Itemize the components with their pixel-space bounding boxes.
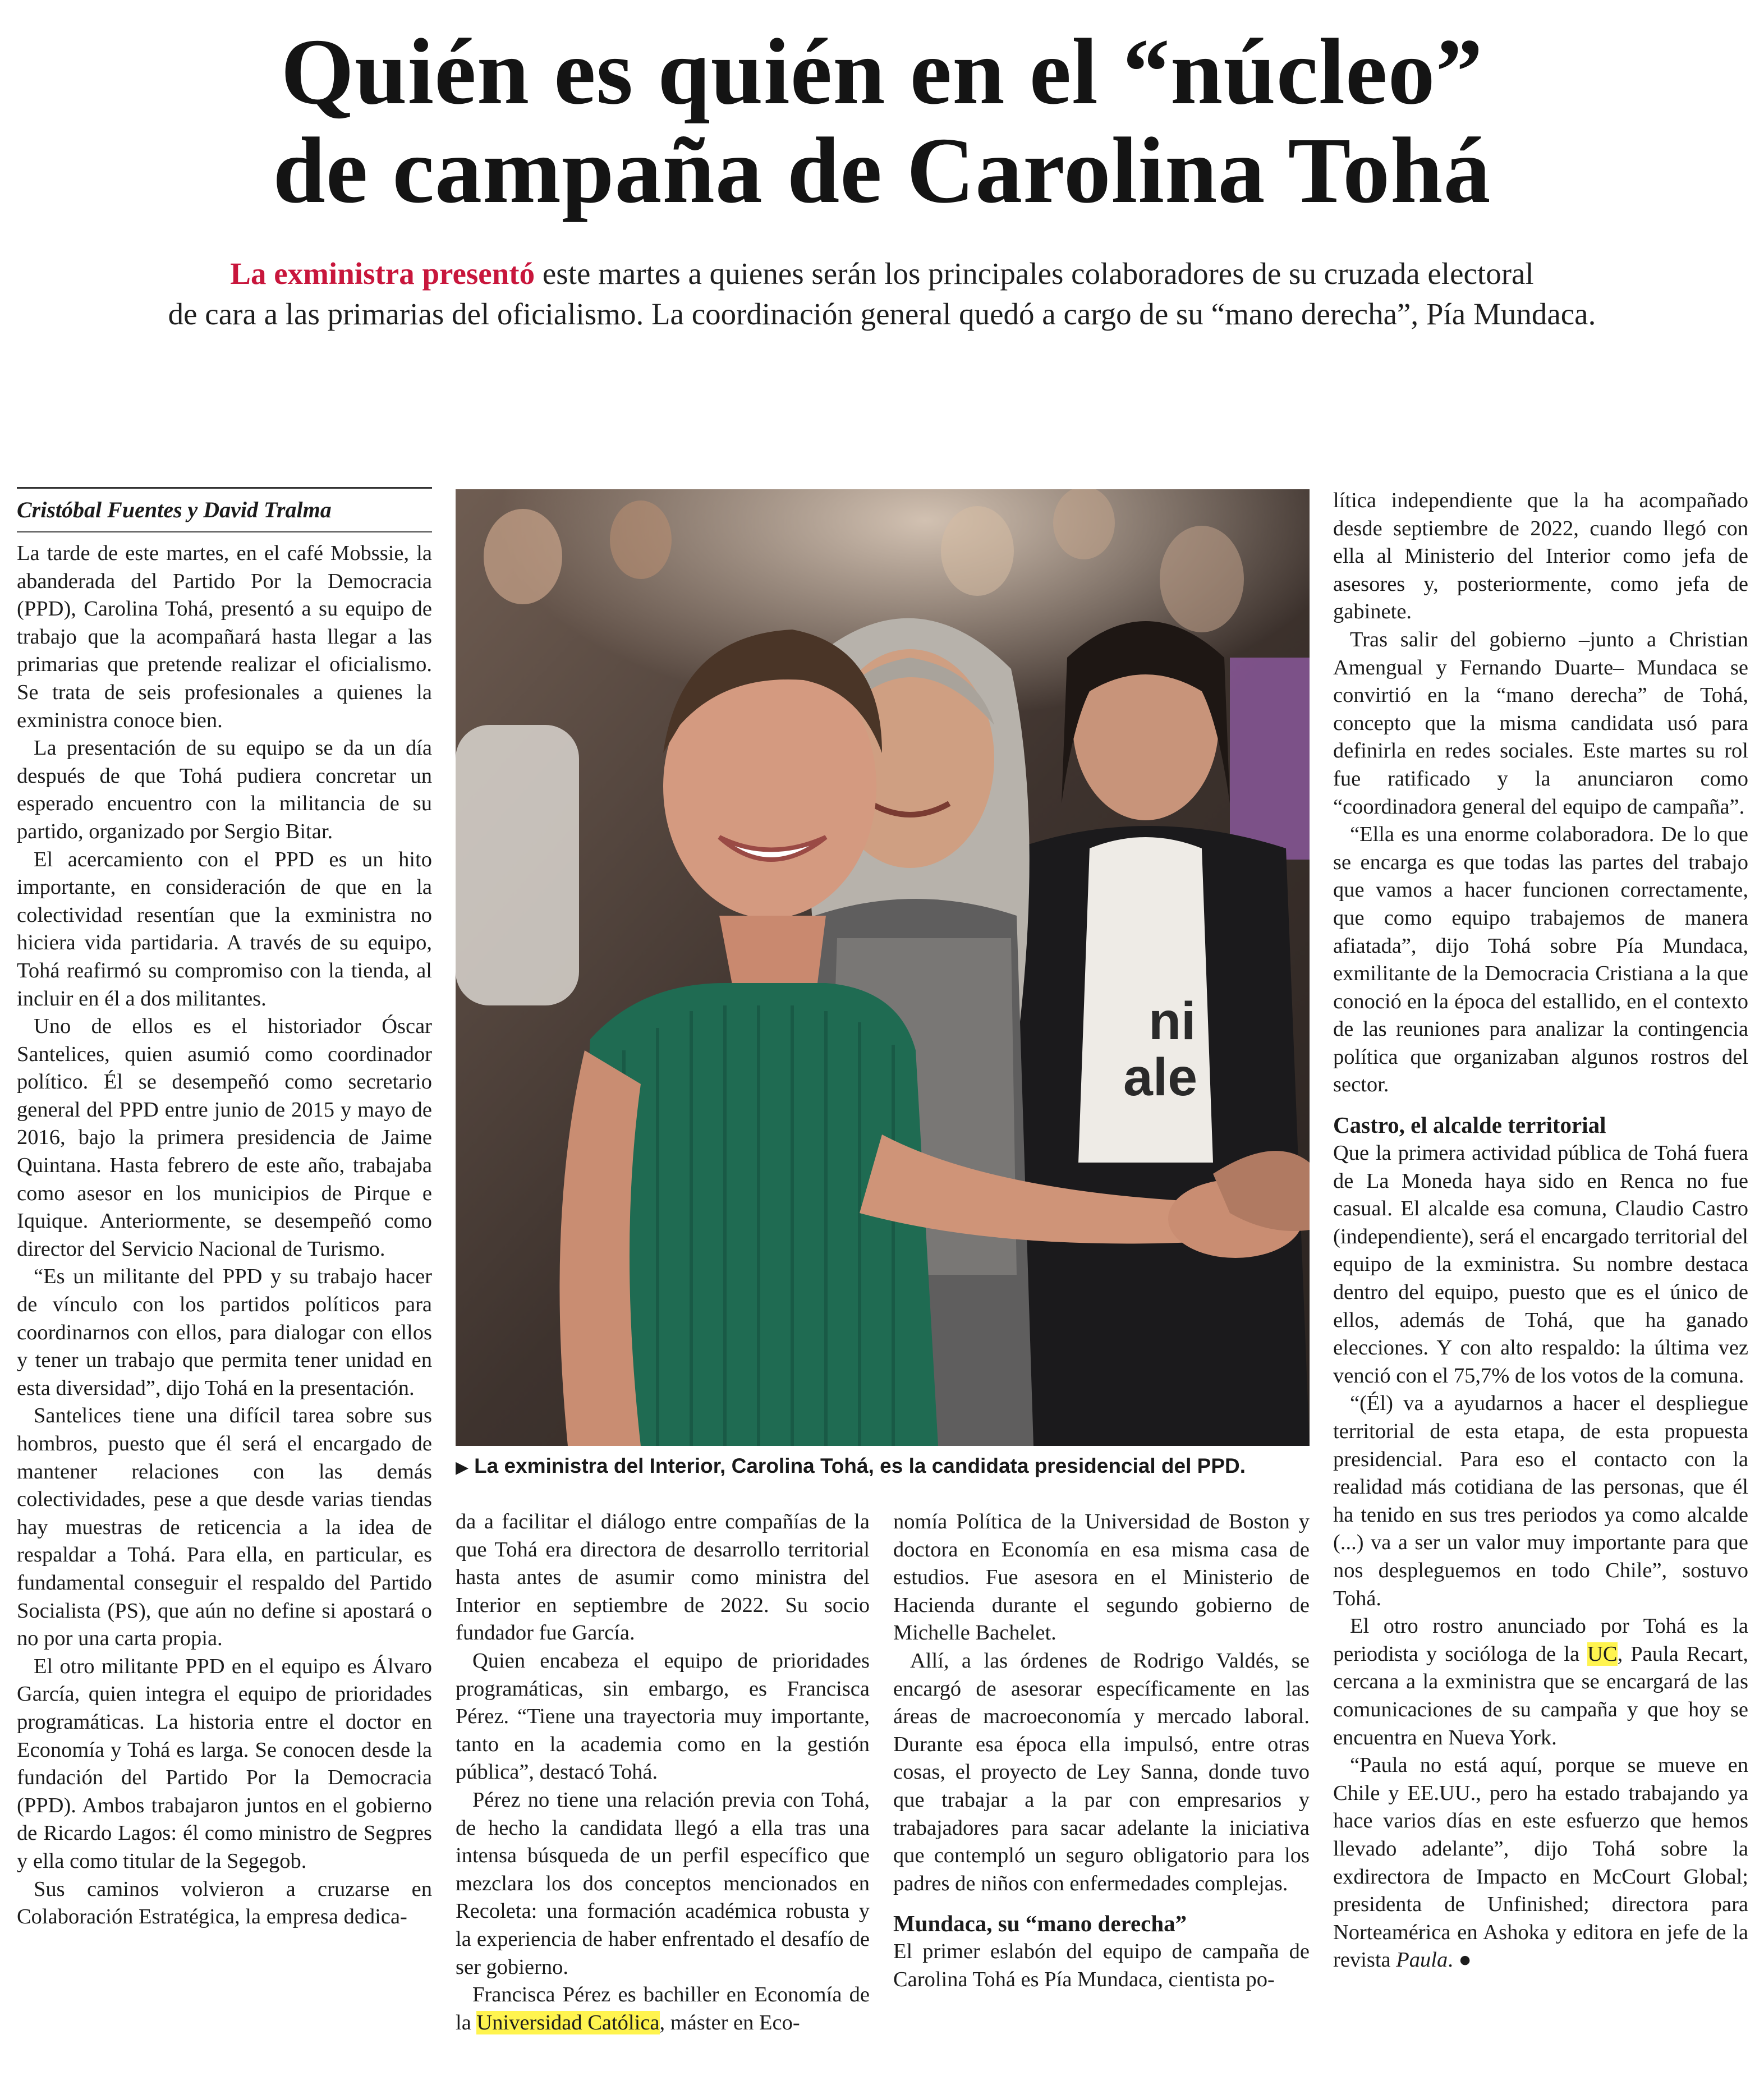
paragraph-text: , Paula Recart, cercana a la exministra que se encargará de las comunicaciones de su campaña y que hoy se encuentra en Nueva York. xyxy=(1333,1642,1749,1749)
paragraph-text: . xyxy=(1448,1948,1459,1972)
paragraph: “Es un militante del PPD y su trabajo hacer de vínculo con los partidos políticos para coordinarnos con ellos, para dialogar con ellos y tener un trabajo que permita tener unidad en esta diversidad”, dijo Tohá en la presentación. xyxy=(17,1265,432,1400)
lede-kicker: La exministra presentó xyxy=(230,256,535,291)
magazine-name: Paula xyxy=(1396,1948,1448,1972)
article-column-3 xyxy=(893,1508,1310,2069)
lede-line-2: de cara a las primarias del oficialismo. La coordinación general quedó a cargo de su “mano derecha”, Pía Mundaca. xyxy=(168,297,1596,331)
article-column-2 xyxy=(456,1508,870,2069)
subheading-mundaca: Mundaca, su “mano derecha” xyxy=(893,1910,1187,1937)
subheading-castro: Castro, el alcalde territorial xyxy=(1333,1112,1606,1138)
caption-text: La exministra del Interior, Carolina Tohá, es la candidata presidencial del PPD. xyxy=(474,1454,1246,1477)
paragraph-text: , máster en Eco- xyxy=(659,2010,800,2034)
photo-caption xyxy=(456,1453,1310,1481)
paragraph: La tarde de este martes, en el café Mobssie, la abanderada del Partido Por la Democracia (PPD), Carolina Tohá, presentó a su equipo de trabajo que la acompañará hasta llegar a las primarias que pretende realizar el oficialismo. Se trata de seis profesionales a quienes la exministra conoce bien. xyxy=(17,541,432,732)
paragraph: “(Él) va a ayudarnos a hacer el despliegue territorial de esta etapa, de esta propuesta presidencial. Para eso el contacto con la realidad más cotidiana de las personas, que él ha tenido en sus tres periodos ya como alcalde (...) va a ser un valor muy importante para que nos despleguemos en todo Chile”, sostuvo Tohá. xyxy=(1333,1391,1748,1610)
shirt-text-2: ale xyxy=(1123,1048,1198,1107)
paragraph: Quien encabeza el equipo de prioridades programáticas, sin embargo, es Francisca Pérez. “Tiene una trayectoria muy importante, tanto en la academia como en la gestión pública”, destacó Tohá. xyxy=(456,1648,870,1784)
paragraph xyxy=(1333,1613,1748,1752)
paragraph: “Ella es una enorme colaboradora. De lo que se encarga es que todas las partes del trabajo que vamos a hacer funcionen correctamente, que como equipo trabajemos de manera afiatada”, dijo Tohá sobre Pía Mundaca, exmilitante de la Democracia Cristiana a la que conoció en la época del estallido, en el contexto de las reuniones para analizar la contingencia política que organizaban algunos rostros del sector. xyxy=(1333,823,1748,1097)
paragraph xyxy=(1333,1752,1748,1974)
shirt-text-1: ni xyxy=(1149,991,1196,1051)
lede-line-1 xyxy=(90,254,1674,294)
photo-illustration xyxy=(456,489,1310,1446)
paragraph-text: Francisca Pérez es bachiller en Economía de la xyxy=(456,1983,870,2034)
paragraph xyxy=(456,1981,870,2037)
paragraph: lítica independiente que la ha acompañado desde septiembre de 2022, cuando llegó con ella al Ministerio del Interior como jefa de asesores y, posteriormente, como jefa de gabinete. xyxy=(1333,489,1748,624)
highlighted-text: UC xyxy=(1587,1642,1618,1666)
paragraph: El acercamiento con el PPD es un hito importante, en consideración de que en la colectividad resentían que la exministra no hiciera vida partidaria. A través de su equipo, Tohá reafirmó su compromiso con la tienda, al incluir en él a dos militantes. xyxy=(17,847,432,1011)
lead-photo xyxy=(456,489,1310,1446)
paragraph: Allí, a las órdenes de Rodrigo Valdés, se encargó de asesorar específicamente en las áreas de macroeconomía y mercado laboral. Durante esa época ella impulsó, entre otras cosas, el proyecto de Ley Sanna, donde tuvo que trabajar a la par con empresarios y trabajadores para sacar adelante la iniciativa que contempló un seguro obligatorio para los padres de niños con enfermedades complejas. xyxy=(893,1648,1310,1895)
lede-line-1-text: este martes a quienes serán los principales colaboradores de su cruzada electoral xyxy=(535,256,1534,291)
article-column-4 xyxy=(1333,487,1748,2064)
paragraph: Santelices tiene una difícil tarea sobre sus hombros, puesto que él será el encargado de mantener relaciones con las demás colectividades, pese a que desde varias tiendas hay muestras de reticencia a la idea de respaldar a Tohá. Para ella, en particular, es fundamental conseguir el respaldo del Partido Socialista (PS), que aún no define si apostará o no por una carta propia. xyxy=(17,1404,432,1651)
caption-triangle-icon: ▶ xyxy=(456,1458,469,1477)
paragraph: da a facilitar el diálogo entre compañías de la que Tohá era directora de desarrollo territorial hasta antes de asumir como ministra del Interior en septiembre de 2022. Su socio fundador fue García. xyxy=(456,1510,870,1645)
headline xyxy=(84,20,1680,223)
paragraph: Pérez no tiene una relación previa con Tohá, de hecho la candidata llegó a ella tras una intensa búsqueda de un perfil específico que mezclara los dos conceptos mencionados en Recoleta: una formación académica robusta y la experiencia de haber enfrentado el desafío de ser gobierno. xyxy=(456,1788,870,1979)
highlighted-text: Universidad Católica xyxy=(476,2010,660,2034)
paragraph: La presentación de su equipo se da un día después de que Tohá pudiera concretar un esperado encuentro con la militancia de su partido, organizado por Sergio Bitar. xyxy=(17,736,432,843)
end-mark-icon: ● xyxy=(1458,1948,1472,1972)
byline: Cristóbal Fuentes y David Tralma xyxy=(17,487,432,532)
article-column-1 xyxy=(17,540,432,2066)
paragraph: Tras salir del gobierno –junto a Christian Amengual y Fernando Duarte– Mundaca se convirtió en la “mano derecha” de Tohá, concepto que la misma candidata usó para definirla en redes sociales. Este martes su rol fue ratificado y la anunciaron como “coordinadora general del equipo de campaña”. xyxy=(1333,627,1748,819)
paragraph-text: El otro rostro anunciado por Tohá es la periodista y socióloga de la xyxy=(1333,1614,1748,1666)
paragraph: El primer eslabón del equipo de campaña de Carolina Tohá es Pía Mundaca, cientista po- xyxy=(893,1940,1310,1991)
headline-line-1: Quién es quién en el “núcleo” xyxy=(281,20,1483,124)
paragraph: Uno de ellos es el historiador Óscar Santelices, quien asumió como coordinador político. Él se desempeñó como secretario general del PPD entre junio de 2015 y mayo de 2016, bajo la primera presidencia de Jaime Quintana. Hasta febrero de este año, trabajaba como asesor en los municipios de Pirque e Iquique. Anteriormente, se desempeñó como director del Servicio Nacional de Turismo. xyxy=(17,1014,432,1261)
headline-line-2: de campaña de Carolina Tohá xyxy=(273,118,1491,223)
paragraph: Que la primera actividad pública de Tohá fuera de La Moneda haya sido en Renca no fue casual. El alcalde esa comuna, Claudio Castro (independiente), será el encargado territorial del equipo de la exministra. Su nombre destaca dentro del equipo, puesto que es el único de ellos, además de Tohá, que ha ganado elecciones. Y con alto respaldo: la última vez venció con el 75,7% de los votos de la comuna. xyxy=(1333,1141,1748,1388)
paragraph: Sus caminos volvieron a cruzarse en Colaboración Estratégica, la empresa dedica- xyxy=(17,1877,432,1929)
lede xyxy=(90,254,1674,334)
paragraph: El otro militante PPD en el equipo es Álvaro García, quien integra el equipo de prioridades programáticas. La historia entre el doctor en Economía y Tohá es larga. Se conocen desde la fundación del Partido Por la Democracia (PPD). Ambos trabajaron juntos en el gobierno de Ricardo Lagos: él como ministro de Segpres y ella como titular de la Segegob. xyxy=(17,1654,432,1873)
paragraph-text: “Paula no está aquí, porque se mueve en Chile y EE.UU., pero ha estado trabajando ya hace varios días en este esfuerzo que hemos llevado adelante”, dijo Tohá sobre la exdirectora de Impacto en McCourt Global; presidenta de Unfinished; directora para Norteamérica en Ashoka y editora en jefe de la revista xyxy=(1333,1753,1748,1972)
paragraph: nomía Política de la Universidad de Boston y doctora en Economía en esa misma casa de estudios. Fue asesora en el Ministerio de Hacienda durante el segundo gobierno de Michelle Bachelet. xyxy=(893,1510,1310,1645)
